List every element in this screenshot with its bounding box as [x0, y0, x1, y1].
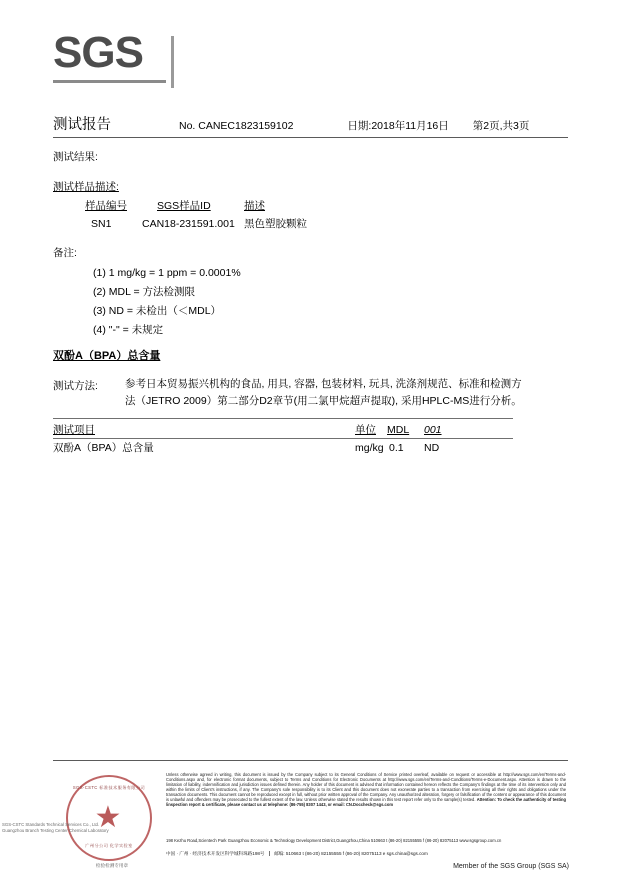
legal-body: Unless otherwise agreed in writing, this document is issued by the Company subject to its General Conditions of Service printed overleaf, available on request or accessible at http://www.sgs.com/en/Terms-and-Conditions.aspx and, for electronic format documents, subject to Terms and Conditions for Electronic Documents at http://www.sgs.com/en/Terms-and-Conditions/Terms-e-Document.aspx. Attention is drawn to the limitation of liability, indemnification and jurisdiction issues defined therein. Any holder of this document is advised that information contained hereon reflects the Company's findings at the time of its intervention only and within the limits of Client's instructions, if any. The Company's sole responsibility is to its Client and this document does not exonerate parties to a transaction from exercising all their rights and obligations under the transaction documents. This document cannot be reproduced except in full, without prior written approval of the Company. Any unauthorized alteration, forgery or falsification of the content or appearance of this document is unlawful and offenders may be prosecuted to the fullest extent of the law. Unless otherwise stated the results shown in this test report refer only to the sample(s) tested.: [166, 772, 566, 802]
test-method-line: 参考日本贸易振兴机构的食品, 用具, 容器, 包装材料, 玩具, 洗涤剂规范、标准和检测方: [125, 378, 522, 390]
divider-icon: [269, 851, 270, 856]
result-table-cell-mdl: 0.1: [389, 442, 404, 454]
report-date: 日期:2018年11月16日: [347, 120, 449, 132]
result-table-header-rule: [53, 438, 513, 439]
sample-table-header-sgsid: SGS样品ID: [157, 200, 211, 212]
sgs-logo-underline: [53, 80, 166, 83]
result-table-top-rule: [53, 418, 513, 419]
address-chinese-row: [166, 851, 566, 857]
result-table-header-item: 测试项目: [53, 424, 95, 436]
sample-table-header-no: 样品编号: [85, 200, 127, 212]
test-method-label: 测试方法:: [53, 380, 98, 392]
laboratory-name-line: SGS-CSTC Standards Technical Services Co., Ltd.: [2, 822, 100, 827]
stamp-caption: 检验检测专用章: [95, 863, 129, 868]
address-chinese-contact: 邮编: 510663 t (86-20) 82155555 f (86-20) 82075113 e sgs.china@sgs.com: [274, 851, 428, 856]
results-label: 测试结果:: [53, 151, 98, 163]
page-title: 测试报告: [53, 117, 111, 133]
remark-item: (1) 1 mg/kg = 1 ppm = 0.0001%: [93, 267, 241, 279]
result-table-cell-unit: mg/kg: [355, 442, 384, 454]
star-icon: ★: [94, 801, 122, 834]
sample-table-cell-desc: 黑色塑胶颗粒: [244, 218, 307, 230]
sample-table-header-desc: 描述: [244, 200, 265, 212]
sample-table-cell-no: SN1: [91, 218, 112, 230]
result-table-header-unit: 单位: [355, 424, 376, 436]
sgs-logo: [53, 30, 188, 86]
laboratory-name-line: Guangzhou Branch Testing Center Chemical Laboratory: [2, 828, 109, 834]
sample-description-label: 测试样品描述:: [53, 181, 119, 193]
sample-table-cell-sgsid: CAN18-231591.001: [142, 218, 235, 230]
remarks-label: 备注:: [53, 247, 77, 259]
result-table-header-mdl: MDL: [387, 424, 410, 436]
section-heading-bpa: 双酚A（BPA）总含量: [53, 350, 161, 362]
result-table-cell-item: 双酚A（BPA）总含量: [53, 442, 154, 454]
result-table-header-sample: 001: [424, 424, 442, 436]
remark-item: (3) ND = 未检出（＜MDL）: [93, 305, 222, 317]
test-method-line: 法（JETRO 2009）第二部分D2章节(用二氯甲烷超声提取), 采用HPLC-MS进行分析。: [125, 395, 522, 407]
address-chinese: 中国 · 广州 · 经济技术开发区科学城科珠路198号: [166, 851, 265, 856]
stamp-arc-bottom-text: 广州分公司 化学实验室: [85, 843, 133, 848]
footer-divider: [53, 760, 568, 761]
address-english: 198 Kezhu Road,Scientech Park Guangzhou Economic & Technology Development District,Guangzhou,China 510663 t (86-20) 82155555 f (86-20) 82075113 www.sgsgroup.com.cn: [166, 838, 502, 843]
result-table-cell-value: ND: [424, 442, 440, 454]
sgs-logo-text: SGS: [53, 28, 143, 77]
remark-item: (2) MDL = 方法检测限: [93, 286, 195, 298]
report-header-row: [53, 113, 568, 134]
company-stamp: [58, 773, 166, 868]
member-of-group-text: Member of the SGS Group (SGS SA): [453, 863, 569, 870]
remark-item: (4) "-" = 未规定: [93, 324, 164, 336]
stamp-arc-top-text: SGS-CSTC 标准技术服务有限公司: [72, 785, 146, 790]
header-divider: [53, 137, 568, 138]
legal-attention[interactable]: Attention: To check the authenticity of testing /inspection report & certificate, please contact us at telephone: (86-755) 8307 1443, or email: CN.Doccheck@sgs.com: [166, 797, 566, 807]
report-number: No. CANEC1823159102: [179, 120, 294, 132]
legal-terms-text: [166, 772, 566, 807]
page-number: 第2页,共3页: [472, 120, 530, 132]
laboratory-name-block: [2, 822, 162, 835]
sgs-logo-vertical-bar: [171, 36, 174, 88]
